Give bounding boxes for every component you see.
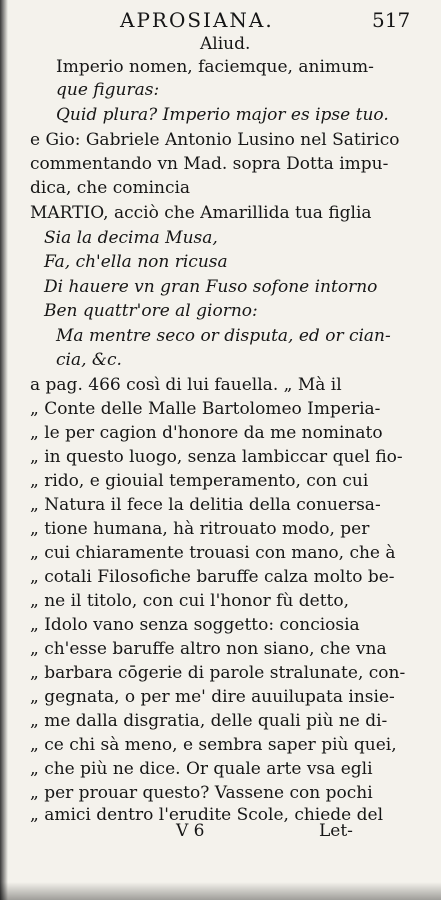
text-line: Quid plura? Imperio major es ipse tuo. xyxy=(56,105,389,125)
text-line: Aliud. xyxy=(200,34,251,54)
page-shadow-bottom xyxy=(0,882,441,900)
catchword: Let- xyxy=(319,821,353,841)
text-line: „ ch'esse baruffe altro non siano, che vna xyxy=(30,639,387,659)
text-line: Imperio nomen, faciemque, animum- xyxy=(56,57,374,77)
text-line: „ barbara cōgerie di parole stralunate, con- xyxy=(30,663,406,683)
text-line: „ ne il titolo, con cui l'honor fù detto, xyxy=(30,591,350,611)
text-line: Di hauere vn gran Fuso sofone intorno xyxy=(44,277,378,297)
running-head: APROSIANA. xyxy=(120,8,274,32)
text-line: „ me dalla disgratia, delle quali più ne di- xyxy=(30,711,388,731)
text-line: Sia la decima Musa, xyxy=(44,228,218,248)
text-line: dica, che comincia xyxy=(30,178,191,198)
text-line: „ tione humana, hà ritrouato modo, per xyxy=(30,519,370,539)
text-line: „ ce chi sà meno, e sembra saper più quei, xyxy=(30,735,397,755)
text-line: „ in questo luogo, senza lambiccar quel fio- xyxy=(30,447,403,467)
text-line: „ cui chiaramente trouasi con mano, che à xyxy=(30,543,396,563)
text-line: „ che più ne dice. Or quale arte vsa egli xyxy=(30,759,373,779)
text-line: „ Conte delle Malle Bartolomeo Imperia- xyxy=(30,399,381,419)
text-line: „ le per cagion d'honore da me nominato xyxy=(30,423,383,443)
text-line: „ Natura il fece la delitia della conuersa- xyxy=(30,495,381,515)
text-line: „ gegnata, o per me' dire auuilupata insie- xyxy=(30,687,395,707)
page-shadow-left xyxy=(0,0,8,900)
signature-mark: V 6 xyxy=(176,821,205,841)
text-line: e Gio: Gabriele Antonio Lusino nel Satirico xyxy=(30,130,400,150)
text-line: Ben quattr'ore al giorno: xyxy=(44,301,258,321)
page-number: 517 xyxy=(372,8,411,32)
text-line: „ Idolo vano senza soggetto: conciosia xyxy=(30,615,360,635)
text-line: Fa, ch'ella non ricusa xyxy=(44,252,228,272)
text-line: commentando vn Mad. sopra Dotta impu- xyxy=(30,154,389,174)
text-line: „ amici dentro l'erudite Scole, chiede del xyxy=(30,805,384,825)
text-line: Ma mentre seco or disputa, ed or cian- xyxy=(56,326,391,346)
text-line: a pag. 466 così di lui fauella. „ Mà il xyxy=(30,375,342,395)
text-line: MARTIO, acciò che Amarillida tua figlia xyxy=(30,203,372,223)
text-line: „ rido, e giouial temperamento, con cui xyxy=(30,471,369,491)
text-line: cia, &c. xyxy=(56,350,122,370)
text-line: que figuras: xyxy=(56,80,160,100)
text-line: „ cotali Filosofiche baruffe calza molto be- xyxy=(30,567,395,587)
text-line: „ per prouar questo? Vassene con pochi xyxy=(30,783,373,803)
